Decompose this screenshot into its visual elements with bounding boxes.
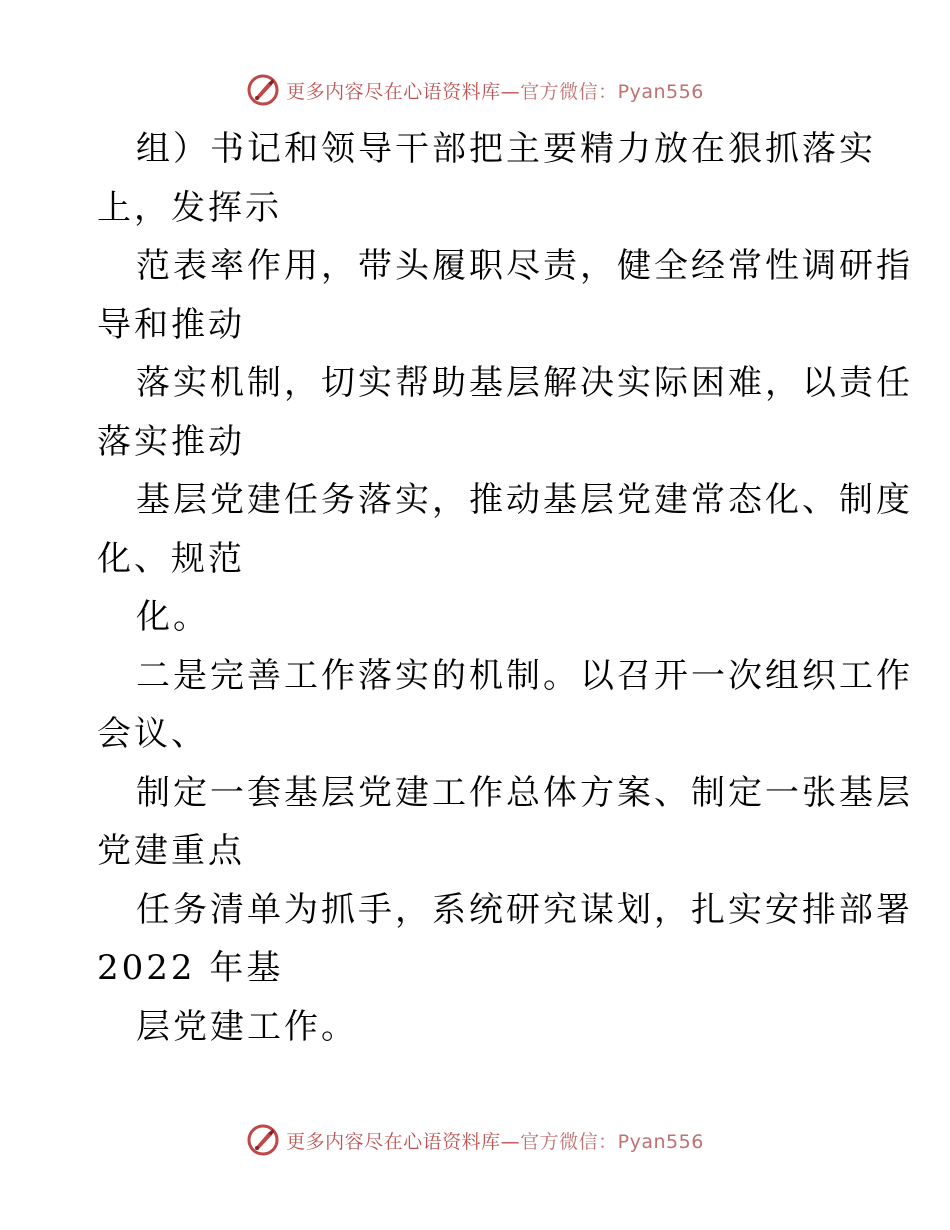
text-line: 落实机制，切实帮助基层解决实际困难，以责任 — [136, 363, 913, 403]
quill-seal-icon — [246, 73, 280, 107]
text-line: 范表率作用，带头履职尽责，健全经常性调研指 — [136, 246, 913, 286]
header-banner — [0, 70, 950, 110]
text-line: 化。 — [136, 597, 210, 637]
text-line: 化、规范 — [97, 538, 245, 579]
text-line: 上，发挥示 — [97, 187, 282, 228]
text-line: 基层党建任务落实，推动基层党建常态化、制度 — [136, 480, 913, 520]
text-line: 组）书记和领导干部把主要精力放在狠抓落实 — [136, 129, 876, 169]
banner-wechat-text: 官方微信：Pyan556 — [520, 80, 704, 103]
text-line: 会议、 — [97, 714, 208, 754]
text-line: 导和推动 — [97, 304, 245, 345]
text-line: 党建重点 — [97, 831, 245, 871]
body-text — [97, 120, 913, 1056]
text-line: 层党建工作。 — [136, 1006, 358, 1047]
text-line: 二是完善工作落实的机制。以召开一次组织工作 — [136, 655, 913, 696]
banner-main-text: 更多内容尽在心语资料库 — [286, 1130, 501, 1153]
banner-text — [286, 1127, 704, 1154]
banner-main-text: 更多内容尽在心语资料库 — [286, 80, 501, 103]
text-line: 2022 年基 — [97, 948, 284, 988]
banner-separator: — — [500, 80, 521, 103]
text-line: 落实推动 — [97, 421, 245, 462]
footer-banner — [0, 1120, 950, 1160]
banner-text — [286, 77, 704, 104]
quill-seal-icon — [246, 1123, 280, 1157]
text-line: 制定一套基层党建工作总体方案、制定一张基层 — [136, 772, 913, 813]
text-line: 任务清单为抓手，系统研究谋划，扎实安排部署 — [136, 889, 913, 930]
banner-separator: — — [500, 1130, 521, 1153]
banner-wechat-text: 官方微信：Pyan556 — [520, 1130, 704, 1153]
